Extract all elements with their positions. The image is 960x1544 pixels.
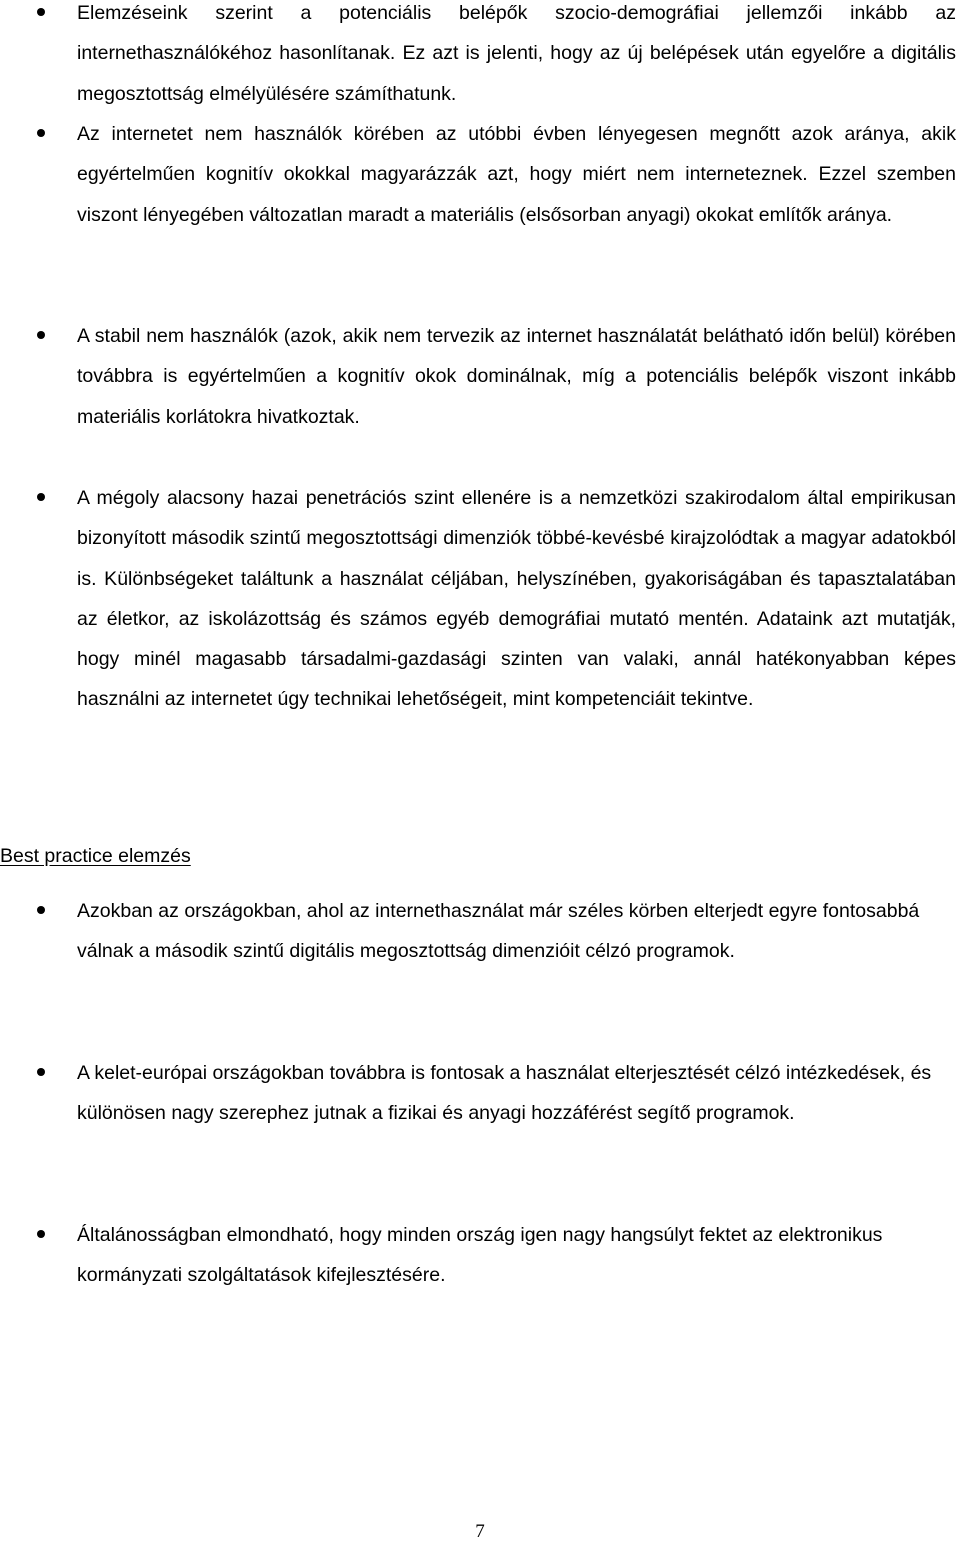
bullet-icon (37, 906, 45, 914)
list-item-text: A stabil nem használók (azok, akik nem tervezik az internet használatát belátható időn belül) körében továbbra is egyértelműen a kognitív okok dominálnak, míg a potenciális belépők viszont inkább materiális korlátokra hivatkoztak. (77, 325, 956, 428)
page-number: 7 (475, 1521, 485, 1542)
list-item-text: Azokban az országokban, ahol az internethasználat már széles körben elterjedt egyre fontosabbá válnak a második szintű digitális megosztottság dimenzióit célzó programok. (77, 900, 920, 963)
list-item-text: Általánosságban elmondható, hogy minden ország igen nagy hangsúlyt fektet az elektronikus kormányzati szolgáltatások kifejlesztésére. (77, 1224, 883, 1287)
bullet-icon (37, 1230, 45, 1238)
list-item (0, 316, 960, 437)
bullet-icon (37, 493, 45, 501)
list-item-text: A mégoly alacsony hazai penetrációs szint ellenére is a nemzetközi szakirodalom által empirikusan bizonyított második szintű megosztottsági dimenziók többé-kevésbé kirajzolódtak a magyar adatokból is. Különbségeket találtunk a használat céljában, helyszínében, gyakoriságában és tapasztalatában az életkor, az iskolázottság és számos egyéb demográfiai mutató mentén. Adataink azt mutatják, hogy minél magasabb társadalmi-gazdasági szinten van valaki, annál hatékonyabban képes használni az internetet úgy technikai lehetőségeit, mint kompetenciáit tekintve. (77, 487, 956, 711)
bullet-icon (37, 331, 45, 339)
best-practice-list (0, 891, 960, 1295)
list-item-text: Elemzéseink szerint a potenciális belépők szocio-demográfiai jellemzői inkább az internethasználókéhoz hasonlítanak. Ez azt is jelenti, hogy az új belépések után egyelőre a digitális megosztottság elmélyülésére számíthatunk. (77, 2, 956, 105)
list-item (0, 1215, 960, 1295)
list-item-text: Az internetet nem használók körében az utóbbi évben lényegesen megnőtt azok aránya, akik egyértelműen kognitív okokkal magyarázzák azt, hogy miért nem interneteznek. Ezzel szemben viszont lényegében változatlan maradt a materiális (elsősorban anyagi) okokat említők aránya. (77, 123, 956, 226)
list-item (0, 1053, 960, 1174)
list-item (0, 478, 960, 760)
bullet-icon (37, 129, 45, 137)
list-item (0, 114, 960, 275)
list-item-text: A kelet-európai országokban továbbra is fontosak a használat elterjesztését célzó intézkedések, és különösen nagy szerephez jutnak a fizikai és anyagi hozzáférést segítő programok. (77, 1062, 932, 1125)
list-item (0, 0, 960, 105)
bullet-icon (37, 8, 45, 16)
list-item (0, 891, 960, 1012)
findings-list (0, 0, 960, 760)
section-heading: Best practice elemzés (0, 845, 191, 867)
bullet-icon (37, 1068, 45, 1076)
